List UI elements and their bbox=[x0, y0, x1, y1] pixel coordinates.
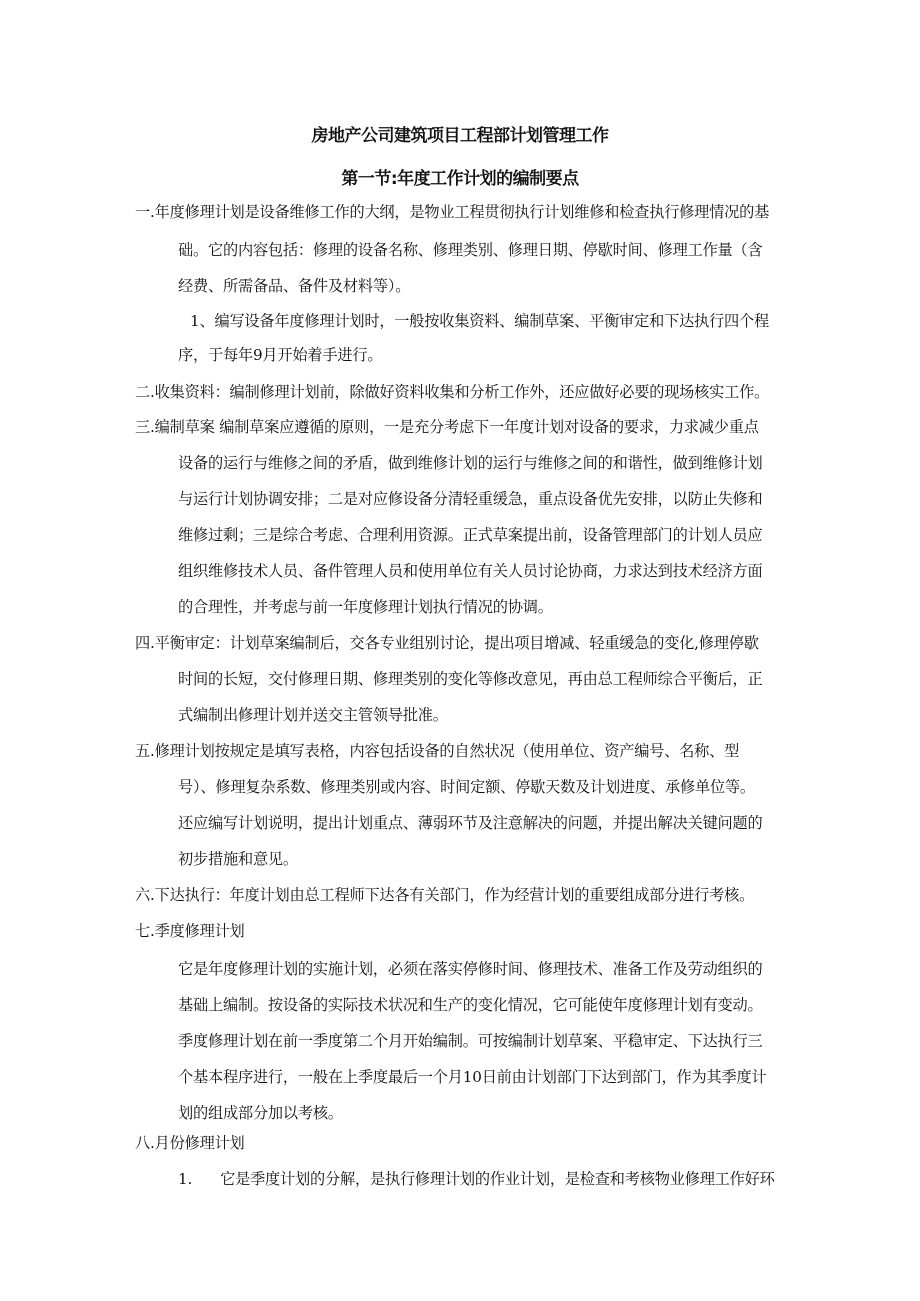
list-item-text: 它是季度计划的分解，是执行修理计划的作业计划，是检查和考核物业修理工作好环 bbox=[220, 1170, 775, 1188]
paragraph-line: 一.年度修理计划是设备维修工作的大纲，是物业工程贯彻执行计划维修和检查执行修理情况的基 bbox=[135, 203, 770, 221]
paragraph-line: 划的组成部分加以考核。 bbox=[178, 1104, 343, 1122]
paragraph-line: 序，于每年9月开始着手进行。 bbox=[178, 346, 383, 364]
paragraph-line: 式编制出修理计划并送交主管领导批准。 bbox=[178, 706, 448, 724]
paragraph-line: 1、编写设备年度修理计划时，一般按收集资料、编制草案、平衡审定和下达执行四个程 bbox=[190, 312, 769, 330]
paragraph-line: 组织维修技术人员、备件管理人员和使用单位有关人员讨论协商，力求达到技术经济方面 bbox=[178, 562, 763, 580]
paragraph-line: 三.编制草案 编制草案应遵循的原则，一是充分考虑下一年度计划对设备的要求，力求减少重点 bbox=[135, 418, 759, 436]
paragraph-line: 还应编写计划说明，提出计划重点、薄弱环节及注意解决的问题，并提出解决关键问题的 bbox=[178, 814, 763, 832]
paragraph-line: 的合理性，并考虑与前一年度修理计划执行情况的协调。 bbox=[178, 598, 553, 616]
paragraph-line: 维修过剩；三是综合考虑、合理利用资源。正式草案提出前，设备管理部门的计划人员应 bbox=[178, 526, 763, 544]
paragraph-line: 基础上编制。按设备的实际技术状况和生产的变化情况，它可能使年度修理计划有变动。 bbox=[178, 996, 763, 1014]
paragraph-line: 时间的长短，交付修理日期、修理类别的变化等修改意见，再由总工程师综合平衡后，正 bbox=[178, 670, 763, 688]
paragraph-line: 七.季度修理计划 bbox=[135, 922, 245, 940]
paragraph-line: 八.月份修理计划 bbox=[135, 1134, 245, 1152]
section-title: 第一节:年度工作计划的编制要点 bbox=[341, 169, 579, 189]
paragraph-line: 设备的运行与维修之间的矛盾，做到维修计划的运行与维修之间的和谐性，做到维修计划 bbox=[178, 454, 763, 472]
paragraph-line: 初步措施和意见。 bbox=[178, 850, 298, 868]
paragraph-line: 与运行计划协调安排；二是对应修设备分清轻重缓急，重点设备优先安排，以防止失修和 bbox=[178, 490, 763, 508]
paragraph-line: 六.下达执行：年度计划由总工程师下达各有关部门，作为经营计划的重要组成部分进行考核。 bbox=[135, 886, 755, 904]
paragraph-line: 个基本程序进行，一般在上季度最后一个月10日前由计划部门下达到部门，作为其季度计 bbox=[178, 1068, 767, 1086]
paragraph-line: 季度修理计划在前一季度第二个月开始编制。可按编制计划草案、平稳审定、下达执行三 bbox=[178, 1032, 763, 1050]
paragraph-line bbox=[178, 1169, 775, 1189]
paragraph-line: 它是年度修理计划的实施计划，必须在落实停修时间、修理技术、准备工作及劳动组织的 bbox=[178, 960, 763, 978]
paragraph-line: 经费、所需备品、备件及材料等）。 bbox=[178, 277, 411, 295]
paragraph-line: 号）、修理复杂系数、修理类别或内容、时间定额、停歇天数及计划进度、承修单位等。 bbox=[178, 778, 755, 796]
paragraph-line: 础。它的内容包括：修理的设备名称、修理类别、修理日期、停歇时间、修理工作量（含 bbox=[178, 241, 763, 259]
paragraph-line: 四.平衡审定：计划草案编制后，交各专业组别讨论，提出项目增减、轻重缓急的变化,修理停歇 bbox=[135, 634, 759, 652]
paragraph-line: 二.收集资料：编制修理计划前，除做好资料收集和分析工作外，还应做好必要的现场核实工作。 bbox=[135, 383, 770, 401]
list-number: 1. bbox=[178, 1170, 193, 1188]
paragraph-line: 五.修理计划按规定是填写表格，内容包括设备的自然状况（使用单位、资产编号、名称、型 bbox=[135, 742, 740, 760]
document-title: 房地产公司建筑项目工程部计划管理工作 bbox=[311, 126, 609, 146]
